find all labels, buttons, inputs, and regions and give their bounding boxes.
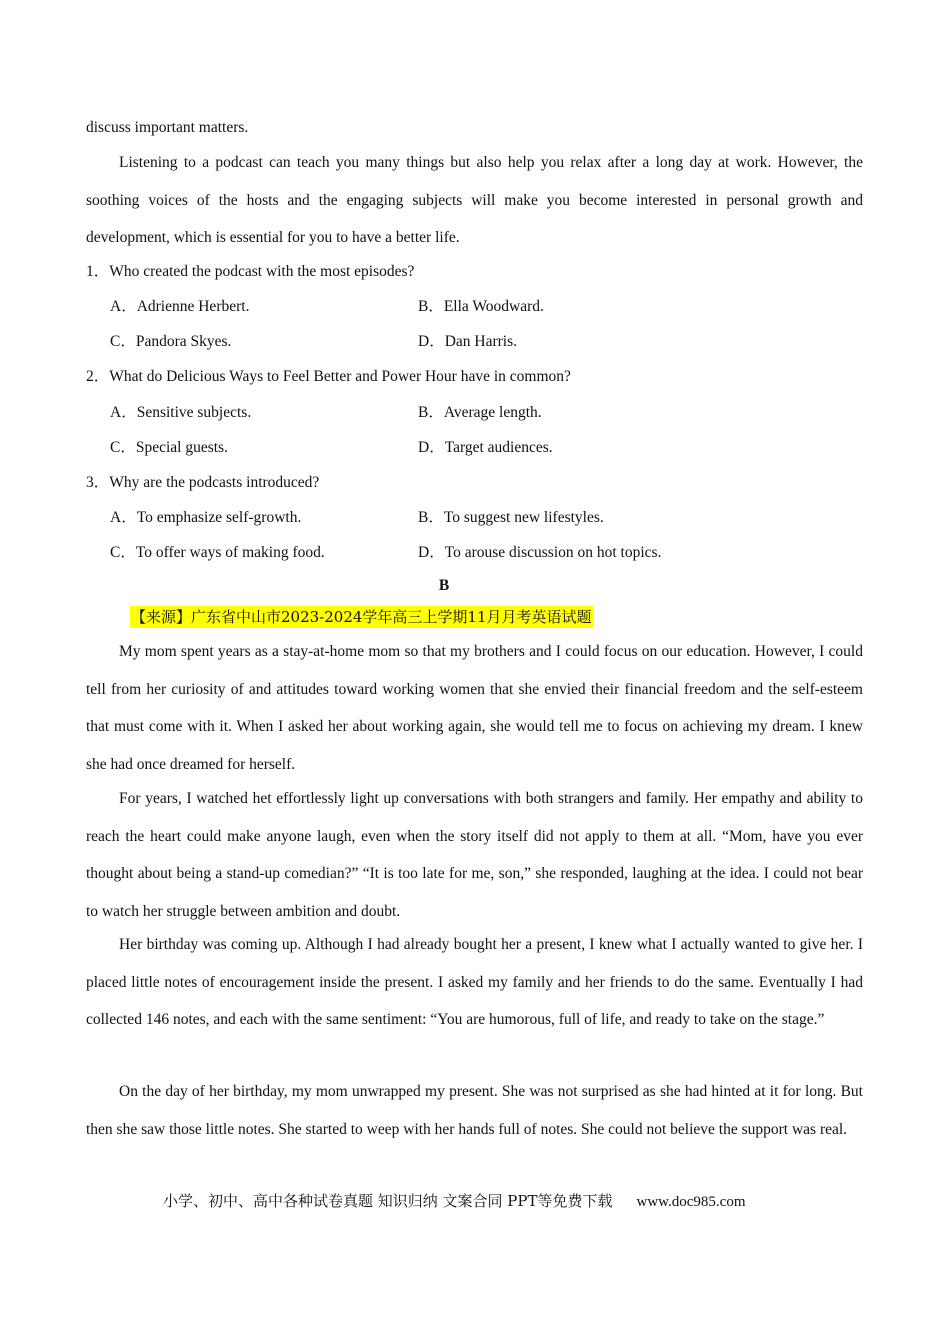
option-3a[interactable]: A．To emphasize self-growth.	[110, 509, 302, 526]
option-1a[interactable]: A．Adrienne Herbert.	[110, 298, 250, 315]
passage-a-final-paragraph: Listening to a podcast can teach you many things but also help you relax after a long day at work. However, the soothing voices of the hosts and the engaging subjects will make you become interested in personal growth and development, which is essential for you to have a better life.	[86, 154, 863, 246]
source-highlight: 【来源】广东省中山市2023-2024学年高三上学期11月月考英语试题	[131, 608, 592, 626]
question-stem: Who created the podcast with the most episodes?	[109, 263, 415, 280]
passage-b-paragraph-1: My mom spent years as a stay-at-home mom so that my brothers and I could focus on our education. However, I could tell from her curiosity of and attitudes toward working women that she envied their financial freedom and the self-esteem that must come with it. When I asked her about working again, she would tell me to focus on achieving my dream. I knew she had once dreamed for herself.	[86, 643, 863, 773]
option-3c[interactable]: C．To offer ways of making food.	[110, 544, 325, 561]
question-3	[86, 473, 319, 493]
option-3d[interactable]: D．To arouse discussion on hot topics.	[418, 544, 662, 561]
footer-url[interactable]: www.doc985.com	[636, 1194, 746, 1210]
passage-b-paragraph-2: For years, I watched het effortlessly light up conversations with both strangers and family. Her empathy and ability to reach the heart could make anyone laugh, even when the story itself did not apply to them at all. “Mom, have you ever thought about being a stand-up comedian?” “It is too late for me, son,” she responded, laughing at the idea. I could not bear to watch her struggle between ambition and doubt.	[86, 790, 863, 920]
passage-b-paragraph-4: On the day of her birthday, my mom unwrapped my present. She was not surprised as she had hinted at it for long. But then she saw those little notes. She started to weep with her hands full of notes. She could not believe the support was real.	[86, 1083, 863, 1138]
passage-a-closing-line: discuss important matters.	[86, 119, 249, 136]
question-number: 3．	[86, 474, 110, 491]
question-number: 1．	[86, 263, 110, 280]
question-stem: What do Delicious Ways to Feel Better and Power Hour have in common?	[109, 368, 571, 385]
option-1d[interactable]: D．Dan Harris.	[418, 333, 518, 350]
option-2c[interactable]: C．Special guests.	[110, 439, 228, 456]
question-1	[86, 262, 414, 282]
passage-b-paragraph-3: Her birthday was coming up. Although I had already bought her a present, I knew what I actually wanted to give her. I placed little notes of encouragement inside the present. I asked my family and her friends to do the same. Eventually I had collected 146 notes, and each with the same sentiment: “You are humorous, full of life, and ready to take on the stage.”	[86, 936, 863, 1028]
option-2b[interactable]: B．Average length.	[418, 404, 542, 421]
option-2a[interactable]: A．Sensitive subjects.	[110, 404, 252, 421]
question-number: 2．	[86, 368, 110, 385]
footer-text: 小学、初中、高中各种试卷真题 知识归纳 文案合同 PPT等免费下载	[163, 1192, 613, 1210]
question-2	[86, 367, 571, 387]
option-1b[interactable]: B．Ella Woodward.	[418, 298, 544, 315]
option-1c[interactable]: C．Pandora Skyes.	[110, 333, 232, 350]
question-stem: Why are the podcasts introduced?	[109, 474, 320, 491]
option-2d[interactable]: D．Target audiences.	[418, 439, 553, 456]
option-3b[interactable]: B．To suggest new lifestyles.	[418, 509, 604, 526]
section-b-heading: B	[438, 577, 450, 594]
page-footer	[163, 1190, 746, 1213]
